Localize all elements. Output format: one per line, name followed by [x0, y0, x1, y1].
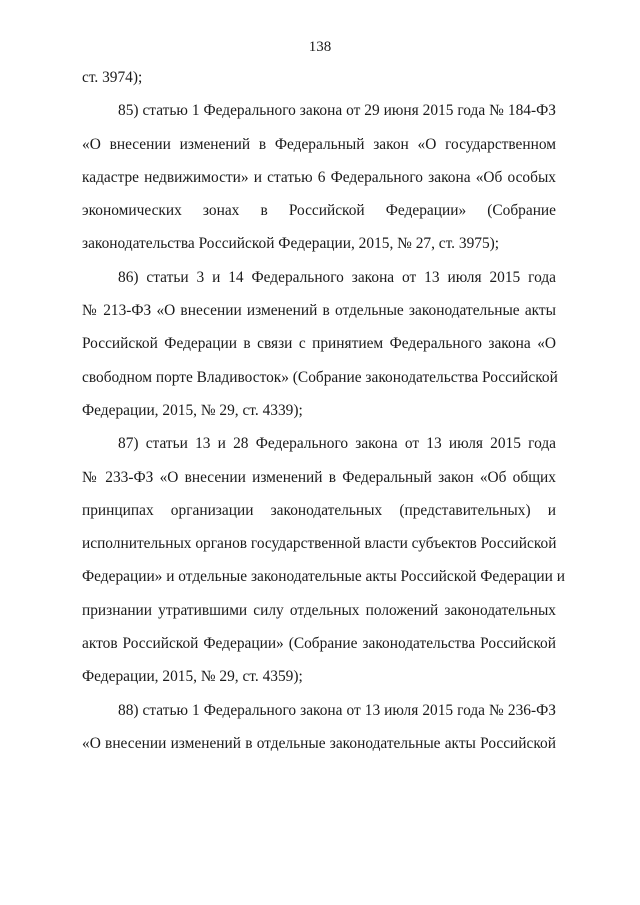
text-line: 88) статью 1 Федерального закона от 13 июля 2015 года № 236-ФЗ: [118, 701, 556, 719]
text-line: Федерации, 2015, № 29, ст. 4339);: [82, 401, 303, 419]
text-line: «О внесении изменений в Федеральный закон «О государственном: [82, 135, 556, 153]
text-line: Федерации, 2015, № 29, ст. 4359);: [82, 668, 303, 686]
text-line: 87) статьи 13 и 28 Федерального закона от 13 июля 2015 года: [118, 435, 556, 453]
text-line: свободном порте Владивосток» (Собрание законодательства Российской: [82, 368, 558, 386]
text-line: Российской Федерации в связи с принятием Федерального закона «О: [82, 335, 556, 353]
page-number: 138: [308, 39, 332, 55]
text-line: признании утратившими силу отдельных положений законодательных: [82, 601, 556, 619]
text-line: № 233-ФЗ «О внесении изменений в Федеральный закон «Об общих: [82, 468, 556, 486]
text-line: актов Российской Федерации» (Собрание законодательства Российской: [82, 635, 556, 653]
text-line: экономических зонах в Российской Федерации» (Собрание: [82, 202, 556, 220]
text-line: № 213-ФЗ «О внесении изменений в отдельные законодательные акты: [82, 302, 556, 320]
text-line: кадастре недвижимости» и статью 6 Федерального закона «Об особых: [82, 168, 556, 186]
text-line: ст. 3974);: [82, 69, 143, 86]
text-line: 85) статью 1 Федерального закона от 29 июня 2015 года № 184-ФЗ: [118, 102, 556, 120]
text-line: «О внесении изменений в отдельные законодательные акты Российской: [82, 734, 556, 752]
text-line: Федерации» и отдельные законодательные акты Российской Федерации и: [82, 568, 565, 586]
text-line: принципах организации законодательных (представительных) и: [82, 501, 556, 519]
text-line: исполнительных органов государственной власти субъектов Российской: [82, 535, 557, 553]
text-line: 86) статьи 3 и 14 Федерального закона от 13 июля 2015 года: [118, 268, 556, 286]
document-body: [82, 68, 565, 767]
text-line: законодательства Российской Федерации, 2015, № 27, ст. 3975);: [82, 235, 500, 253]
